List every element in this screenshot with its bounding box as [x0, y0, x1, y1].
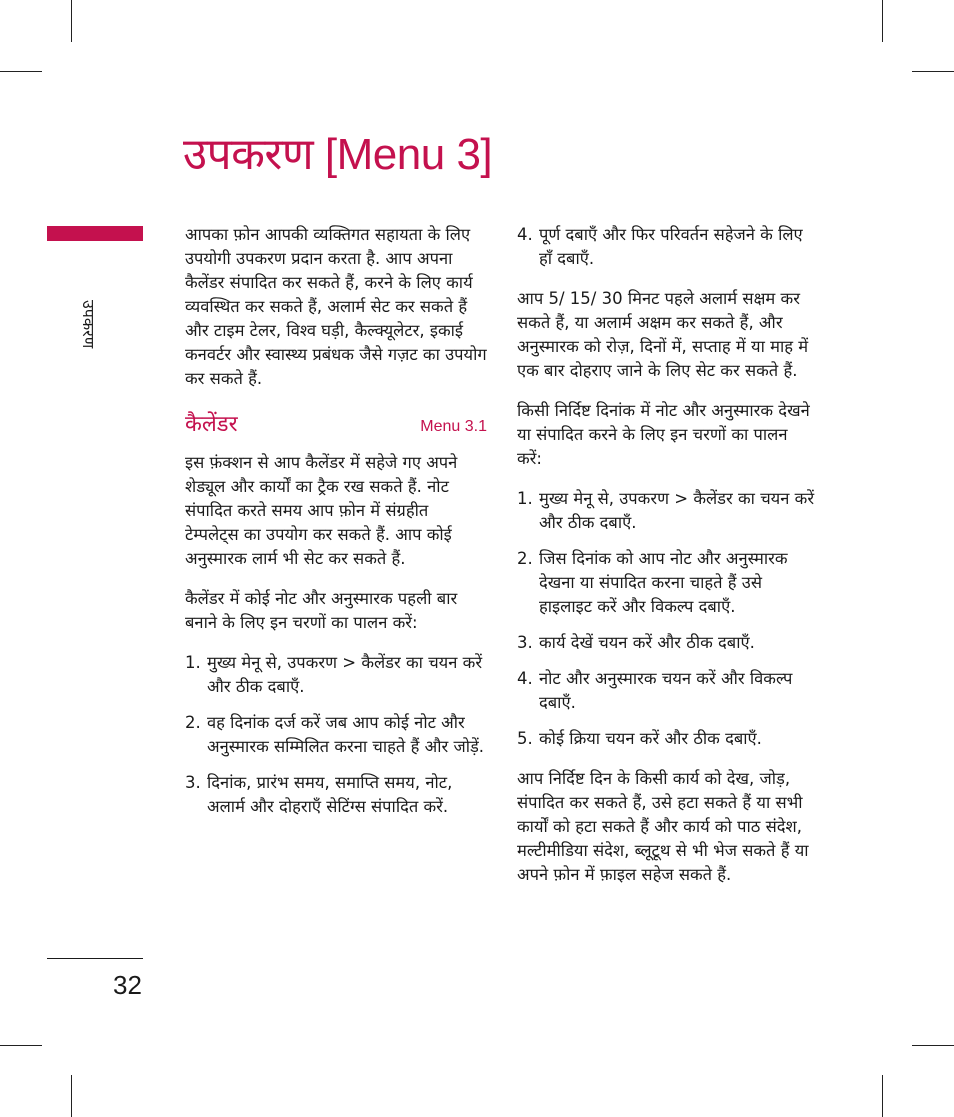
crop-mark [912, 71, 954, 72]
page-number: 32 [113, 970, 142, 1000]
step-number: 3. [185, 773, 201, 792]
step-text: मुख्य मेनू से, उपकरण > कैलेंडर का चयन करें और ठीक दबाएँ. [207, 653, 483, 696]
list-item [517, 667, 817, 715]
step-text: कोई क्रिया चयन करें और ठीक दबाएँ. [539, 729, 762, 748]
step-number: 4. [517, 225, 533, 244]
crop-mark [882, 0, 883, 42]
crop-mark [71, 1075, 72, 1117]
intro-paragraph: आपका फ़ोन आपकी व्यक्तिगत सहायता के लिए उपयोगी उपकरण प्रदान करता है. आप अपना कैलेंडर संपादित कर सकते हैं, करने के लिए कार्य व्यवस्थित कर सकते हैं, अलार्म सेट कर सकते हैं और टाइम टेलर, विश्व घड़ी, कैल्क्यूलेटर, इकाई कनवर्टर और स्वास्थ्य प्रबंधक जैसे गज़ट का उपयोग कर सकते हैं. [185, 225, 487, 388]
create-steps-list [185, 651, 487, 819]
side-section-label: उपकरण [79, 300, 98, 349]
crop-mark [882, 1075, 883, 1117]
page-number-rule [47, 958, 143, 959]
view-steps-list [517, 487, 817, 751]
crop-mark [0, 1045, 42, 1046]
right-column [517, 223, 817, 903]
section-tab-bar [47, 226, 143, 241]
section-title: कैलेंडर [185, 412, 238, 437]
section-heading [185, 413, 487, 439]
list-item [185, 651, 487, 699]
create-steps-list-continued [517, 223, 817, 271]
step-number: 2. [517, 549, 533, 568]
list-item [517, 631, 817, 655]
step-text: वह दिनांक दर्ज करें जब आप कोई नोट और अनुस्मारक सम्मिलित करना चाहते हैं और जोड़ें. [207, 713, 485, 756]
list-item [517, 487, 817, 535]
step-number: 1. [517, 489, 533, 508]
crop-mark [0, 71, 42, 72]
step-number: 1. [185, 653, 201, 672]
list-item [517, 727, 817, 751]
list-item [517, 547, 817, 619]
step-text: मुख्य मेनू से, उपकरण > कैलेंडर का चयन करें और ठीक दबाएँ. [539, 489, 815, 532]
page-title: उपकरण [Menu 3] [183, 130, 493, 179]
step-text: नोट और अनुस्मारक चयन करें और विकल्प दबाएँ. [539, 669, 793, 712]
step-text: कार्य देखें चयन करें और ठीक दबाएँ. [539, 633, 755, 652]
step-text: दिनांक, प्रारंभ समय, समाप्ति समय, नोट, अलार्म और दोहराएँ सेटिंग्स संपादित करें. [207, 773, 453, 816]
crop-mark [912, 1045, 954, 1046]
step-number: 4. [517, 669, 533, 688]
view-steps-intro: किसी निर्दिष्ट दिनांक में नोट और अनुस्मारक देखने या संपादित करने के लिए इन चरणों का पालन करें: [517, 401, 810, 468]
step-text: पूर्ण दबाएँ और फिर परिवर्तन सहेजने के लिए हाँ दबाएँ. [539, 225, 803, 268]
step-number: 3. [517, 633, 533, 652]
final-paragraph: आप निर्दिष्ट दिन के किसी कार्य को देख, जोड़, संपादित कर सकते हैं, उसे हटा सकते हैं या सभी कार्यों को हटा सकते हैं और कार्य को पाठ संदेश, मल्टीमीडिया संदेश, ब्लूटूथ से भी भेज सकते हैं या अपने फ़ोन में फ़ाइल सहेज सकते हैं. [517, 769, 809, 884]
list-item [517, 223, 817, 271]
calendar-description: इस फ़ंक्शन से आप कैलेंडर में सहेजे गए अपने शेड्यूल और कार्यों का ट्रैक रख सकते हैं. नोट संपादित करते समय आप फ़ोन में संग्रहीत टेम्पलेट्स का उपयोग कर सकते हैं. आप कोई अनुस्मारक लार्म भी सेट कर सकते हैं. [185, 453, 458, 568]
alarm-paragraph: आप 5/ 15/ 30 मिनट पहले अलार्म सक्षम कर सकते हैं, या अलार्म अक्षम कर सकते हैं, और अनुस्मारक को रोज़, दिनों में, सप्ताह में या माह में एक बार दोहराए जाने के लिए सेट कर सकते हैं. [517, 289, 809, 380]
list-item [185, 711, 487, 759]
crop-mark [71, 0, 72, 42]
step-number: 5. [517, 729, 533, 748]
left-column [185, 223, 487, 835]
section-menu-ref: Menu 3.1 [420, 418, 487, 435]
list-item [185, 771, 487, 819]
create-steps-intro: कैलेंडर में कोई नोट और अनुस्मारक पहली बार बनाने के लिए इन चरणों का पालन करें: [185, 589, 458, 632]
step-text: जिस दिनांक को आप नोट और अनुस्मारक देखना या संपादित करना चाहते हैं उसे हाइलाइट करें और विकल्प दबाएँ. [539, 549, 788, 616]
step-number: 2. [185, 713, 201, 732]
